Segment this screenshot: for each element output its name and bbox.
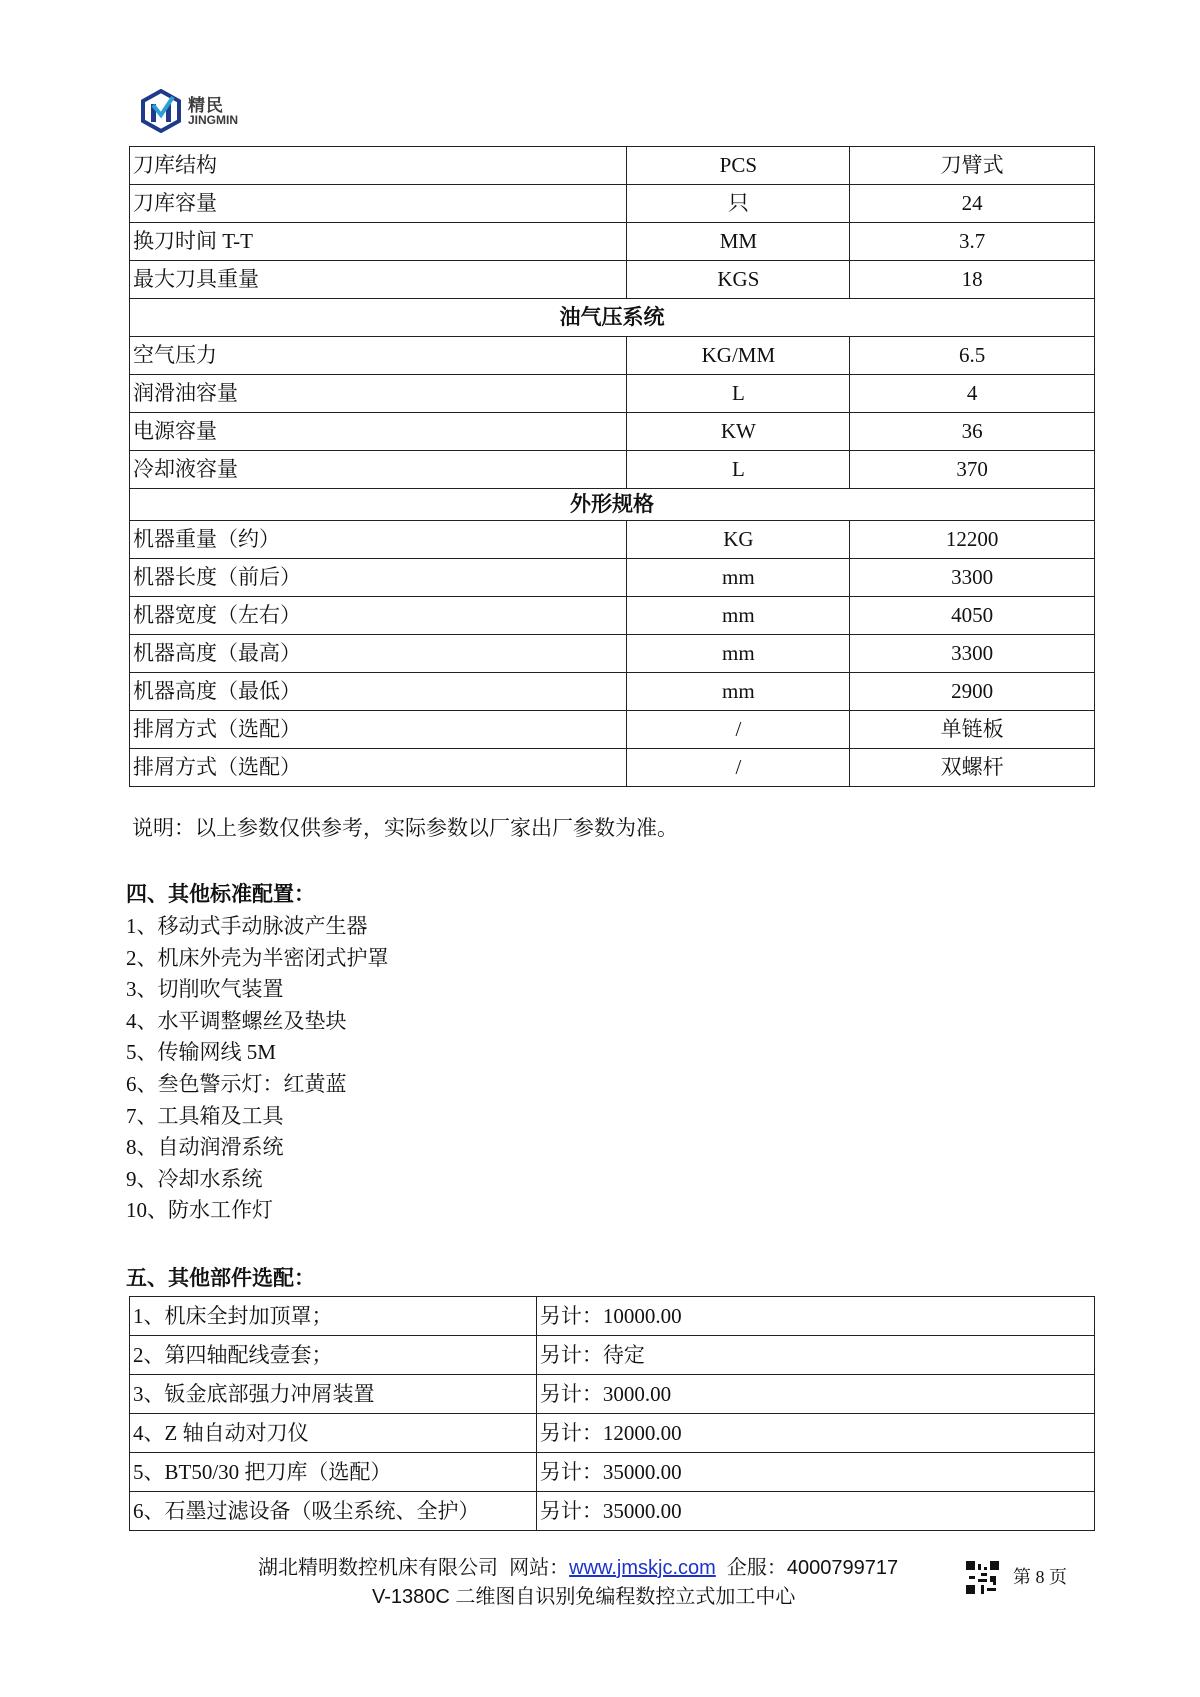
spec-name: 排屑方式（选配） (130, 749, 627, 787)
spec-value: 12200 (850, 521, 1095, 559)
page-num: 8 (1035, 1567, 1045, 1587)
standard-config-list (126, 911, 389, 1227)
spec-value: 36 (850, 413, 1095, 451)
section4-title: 四、其他标准配置： (126, 883, 315, 906)
spec-name: 机器宽度（左右） (130, 597, 627, 635)
section5-title: 五、其他部件选配： (126, 1267, 315, 1290)
option-row (130, 1492, 1095, 1531)
option-row (130, 1414, 1095, 1453)
list-item: 10、防水工作灯 (126, 1198, 273, 1223)
spec-name: 刀库容量 (130, 185, 627, 223)
footer-site-label: 网站： (509, 1557, 570, 1579)
spec-name: 空气压力 (130, 337, 627, 375)
jingmin-logo-icon (140, 89, 182, 133)
footer-website-link[interactable]: www.jmskjc.com (569, 1557, 716, 1579)
spec-value: 6.5 (850, 337, 1095, 375)
option-price: 另计：10000.00 (536, 1297, 1094, 1336)
option-price: 另计：3000.00 (536, 1375, 1094, 1414)
spec-row (130, 451, 1095, 489)
option-row (130, 1375, 1095, 1414)
spec-row (130, 185, 1095, 223)
spec-unit: KGS (627, 261, 850, 299)
spec-row (130, 147, 1095, 185)
footer-phone: 4000799717 (786, 1557, 899, 1579)
spec-name: 最大刀具重量 (130, 261, 627, 299)
footer-service-label: 企服： (726, 1557, 787, 1579)
spec-name: 机器高度（最高） (130, 635, 627, 673)
options-table (129, 1296, 1095, 1531)
spec-name: 排屑方式（选配） (130, 711, 627, 749)
option-row (130, 1453, 1095, 1492)
option-name: 3、钣金底部强力冲屑装置 (130, 1375, 537, 1414)
spec-value: 单链板 (850, 711, 1095, 749)
option-name: 2、第四轴配线壹套； (130, 1336, 537, 1375)
list-item: 5、传输网线 5M (126, 1040, 276, 1065)
spec-row (130, 673, 1095, 711)
spec-value: 24 (850, 185, 1095, 223)
footer-doc-title: V-1380C 二维图自识别免编程数控立式加工中心 (372, 1586, 796, 1608)
spec-value: 双螺杆 (850, 749, 1095, 787)
option-name: 1、机床全封加顶罩； (130, 1297, 537, 1336)
spec-value: 370 (850, 451, 1095, 489)
spec-unit: 只 (627, 185, 850, 223)
page-number (1013, 1563, 1067, 1589)
spec-unit: PCS (627, 147, 850, 185)
list-item: 2、机床外壳为半密闭式护罩 (126, 945, 389, 970)
spec-section-header: 油气压系统 (130, 299, 1095, 337)
spec-name: 润滑油容量 (130, 375, 627, 413)
logo-cn-text: 精民 (188, 95, 224, 115)
spec-value: 4 (850, 375, 1095, 413)
spec-value: 刀臂式 (850, 147, 1095, 185)
spec-name: 机器长度（前后） (130, 559, 627, 597)
spec-unit: mm (627, 597, 850, 635)
spec-row (130, 413, 1095, 451)
list-item: 7、工具箱及工具 (126, 1103, 284, 1128)
spec-unit: / (627, 711, 850, 749)
spec-row (130, 375, 1095, 413)
spec-unit: mm (627, 635, 850, 673)
spec-name: 换刀时间 T-T (130, 223, 627, 261)
spec-row (130, 749, 1095, 787)
spec-name: 刀库结构 (130, 147, 627, 185)
option-price: 另计：待定 (536, 1336, 1094, 1375)
spec-unit: mm (627, 559, 850, 597)
list-item: 8、自动润滑系统 (126, 1135, 284, 1160)
company-logo (140, 88, 260, 134)
spec-row (130, 635, 1095, 673)
spec-row (130, 559, 1095, 597)
option-price: 另计：12000.00 (536, 1414, 1094, 1453)
spec-value: 2900 (850, 673, 1095, 711)
list-item: 1、移动式手动脉波产生器 (126, 914, 368, 938)
spec-unit: / (627, 749, 850, 787)
option-name: 5、BT50/30 把刀库（选配） (130, 1453, 537, 1492)
spec-value: 18 (850, 261, 1095, 299)
note-text: 说明：以上参数仅供参考，实际参数以厂家出厂参数为准。 (132, 816, 678, 840)
spec-row (130, 711, 1095, 749)
spec-name: 冷却液容量 (130, 451, 627, 489)
spec-value: 3300 (850, 635, 1095, 673)
spec-row (130, 597, 1095, 635)
spec-table (129, 146, 1095, 787)
option-price: 另计：35000.00 (536, 1453, 1094, 1492)
spec-row (130, 337, 1095, 375)
option-row (130, 1297, 1095, 1336)
spec-unit: MM (627, 223, 850, 261)
spec-row (130, 521, 1095, 559)
page-prefix: 第 (1013, 1567, 1031, 1587)
spec-unit: KW (627, 413, 850, 451)
option-name: 4、Z 轴自动对刀仪 (130, 1414, 537, 1453)
spec-name: 机器重量（约） (130, 521, 627, 559)
spec-value: 4050 (850, 597, 1095, 635)
spec-value: 3300 (850, 559, 1095, 597)
footer-company: 湖北精明数控机床有限公司 (258, 1557, 498, 1579)
list-item: 4、水平调整螺丝及垫块 (126, 1008, 347, 1033)
spec-name: 电源容量 (130, 413, 627, 451)
list-item: 3、切削吹气装置 (126, 977, 284, 1002)
option-price: 另计：35000.00 (536, 1492, 1094, 1531)
option-row (130, 1336, 1095, 1375)
spec-name: 机器高度（最低） (130, 673, 627, 711)
spec-value: 3.7 (850, 223, 1095, 261)
list-item: 6、叁色警示灯：红黄蓝 (126, 1071, 347, 1096)
footer-line-1 (258, 1551, 898, 1580)
qr-code-icon (966, 1561, 999, 1594)
page-suffix: 页 (1049, 1567, 1067, 1587)
spec-unit: KG/MM (627, 337, 850, 375)
spec-unit: L (627, 375, 850, 413)
spec-unit: L (627, 451, 850, 489)
spec-section-header: 外形规格 (130, 489, 1095, 521)
spec-unit: mm (627, 673, 850, 711)
spec-row (130, 261, 1095, 299)
spec-unit: KG (627, 521, 850, 559)
spec-row (130, 223, 1095, 261)
list-item: 9、冷却水系统 (126, 1166, 263, 1191)
option-name: 6、石墨过滤设备（吸尘系统、全护） (130, 1492, 537, 1531)
logo-en-text: JINGMIN (188, 112, 239, 127)
